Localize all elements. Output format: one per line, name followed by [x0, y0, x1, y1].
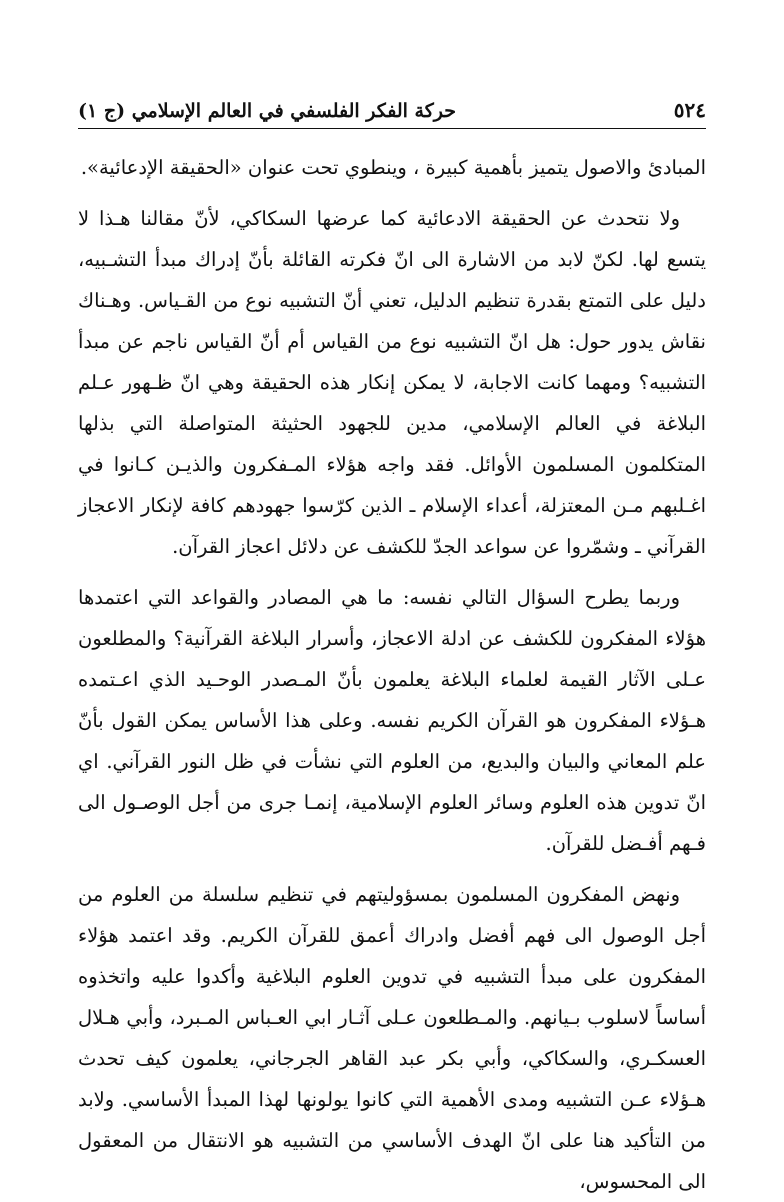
book-page	[78, 88, 706, 1193]
running-title: حركة الفكر الفلسفي في العالم الإسلامي (ج ١)	[78, 100, 457, 122]
paragraph-2: ولا نتحدث عن الحقيقة الادعائية كما عرضها السكاكي، لأنّ مقالنا هـذا لا يتسع لها. لكنّ لابد من الاشارة الى انّ فكرته القائلة بأنّ إدراك مبدأ التشـبيه، دليل على التمتع بقدرة تنظيم الدليل، تعني أنّ التشبيه نوع من القـياس. وهـناك نقاش يدور حول: هل انّ التشبيه نوع من القياس أم أنّ القياس ناجم عن مبدأ التشبيه؟ ومهما كانت الاجابة، لا يمكن إنكار هذه الحقيقة وهي انّ ظـهور عـلم البلاغة في العالم الإسلامي، مدين للجهود الحثيثة المتواصلة التي بذلها المتكلمون المسلمون الأوائل. فقد واجه هؤلاء المـفكرون والذيـن كـانوا في اغـلبهم مـن المعتزلة، أعداء الإسلام ـ الذين كرّسوا جهودهم كافة لإنكار الاعجاز القرآني ـ وشمّروا عن سواعد الجدّ للكشف عن دلائل اعجاز القرآن.	[78, 207, 706, 558]
page-number: ٥٢٤	[673, 98, 706, 122]
paragraph-1: المبادئ والاصول يتميز بأهمية كبيرة ، وينطوي تحت عنوان «الحقيقة الإدعائية».	[80, 156, 706, 179]
page-header	[78, 88, 706, 129]
body-text	[78, 147, 706, 1202]
paragraph-4: ونهض المفكرون المسلمون بمسؤوليتهم في تنظيم سلسلة من العلوم من أجل الوصول الى فهم أفضل وادراك أعمق للقرآن الكريم. وقد اعتمد هؤلاء المفكرون على مبدأ التشبيه في تدوين العلوم البلاغية وأكدوا عليه واتخذوه أساساً لاسلوب بـيانهم. والمـطلعون عـلى آثـار ابي العـباس المـبرد، وأبي هـلال العسكـري، والسكاكي، وأبي بكر عبد القاهر الجرجاني، يعلمون كيف تحدث هـؤلاء عـن التشبيه ومدى الأهمية التي كانوا يولونها لهذا المبدأ الأساسي. ولابد من التأكيد هنا على انّ الهدف الأساسي من التشبيه هو الانتقال من المعقول الى المحسوس،	[78, 883, 706, 1193]
paragraph-3: وربما يطرح السؤال التالي نفسه: ما هي المصادر والقواعد التي اعتمدها هؤلاء المفكرون للكشف عن ادلة الاعجاز، وأسرار البلاغة القرآنية؟ والمطلعون عـلى الآثار القيمة لعلماء البلاغة يعلمون بأنّ المـصدر الوحـيد الذي اعـتمده هـؤلاء المفكرون هو القرآن الكريم نفسه. وعلى هذا الأساس يمكن القول بأنّ علم المعاني والبيان والبديع، من العلوم التي نشأت في ظل النور القرآني. اي انّ تدوين هذه العلوم وسائر العلوم الإسلامية، إنمـا جرى من أجل الوصـول الى فـهم أفـضل للقرآن.	[78, 586, 706, 855]
